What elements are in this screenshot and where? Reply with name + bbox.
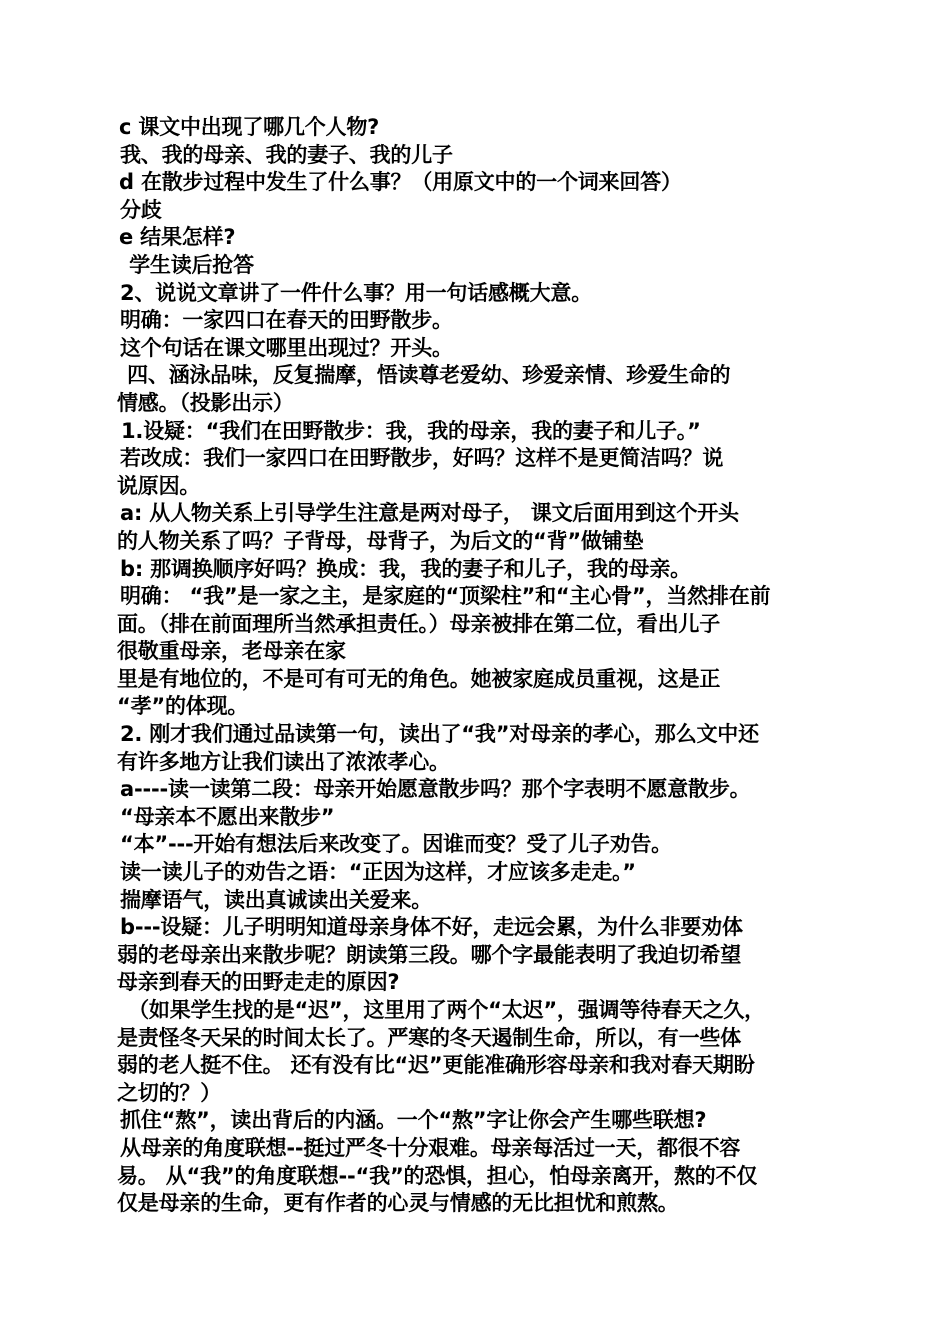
text-line: （如果学生找的是“迟”，这里用了两个“太迟”，强调等待春天之久， [121, 998, 765, 1022]
text-line: c 课文中出现了哪几个人物? [119, 115, 380, 139]
text-line: 学生读后抢答 [122, 252, 254, 277]
text-line: 1.设疑：“我们在田野散步：我，我的母亲，我的妻子和儿子。” [121, 418, 701, 443]
text-line: 2、说说文章讲了一件什么事？用一句话感概大意。 [120, 280, 593, 305]
text-line: b---设疑：儿子明明知道母亲身体不好，走远会累，为什么非要劝体 [120, 915, 743, 940]
text-line: 2. 刚才我们通过品读第一句，读出了“我”对母亲的孝心，那么文中还 [120, 722, 759, 747]
text-line: 的人物关系了吗？子背母，母背子，为后文的“背”做铺垫 [117, 528, 644, 553]
text-line: 若改成：我们一家四口在田野散步，好吗？这样不是更简洁吗？说 [120, 446, 724, 471]
text-line: 弱的老人挺不住。 还有没有比“迟”更能准确形容母亲和我对春天期盼 [117, 1053, 755, 1078]
text-line: 母亲到春天的田野走走的原因? [117, 970, 400, 995]
text-line: 揣摩语气，读出真诚读出关爱来。 [120, 887, 432, 912]
text-line: 里是有地位的，不是可有可无的角色。她被家庭成员重视，这是正 [117, 666, 721, 691]
text-line: 从母亲的角度联想--挺过严冬十分艰难。母亲每活过一天，都很不容 [120, 1135, 741, 1160]
text-line: 读一读儿子的劝告之语：“正因为这样，才应该多走走。” [120, 860, 636, 885]
text-line: 明确： “我”是一家之主，是家庭的“顶梁柱”和“主心骨”，当然排在前 [120, 584, 771, 609]
text-line: a----读一读第二段：母亲开始愿意散步吗？那个字表明不愿意散步。 [120, 777, 751, 802]
text-line: 我、我的母亲、我的妻子、我的儿子 [120, 142, 453, 167]
text-line: “孝”的体现。 [117, 694, 249, 719]
text-line: 这个句话在课文哪里出现过？开头。 [120, 335, 453, 360]
text-line: d 在散步过程中发生了什么事？（用原文中的一个词来回答） [119, 170, 682, 195]
text-line: 易。 从“我”的角度联想--“我”的恐惧，担心，怕母亲离开，熬的不仅 [117, 1163, 758, 1188]
text-line: b: 那调换顺序好吗？换成：我，我的妻子和儿子，我的母亲。 [120, 556, 691, 581]
text-line: 四、涵泳品味，反复揣摩，悟读尊老爱幼、珍爱亲情、珍爱生命的 [120, 363, 731, 388]
text-line: 仅是母亲的生命，更有作者的心灵与情感的无比担忧和煎熬。 [117, 1191, 679, 1216]
text-line: 是责怪冬天呆的时间太长了。严寒的冬天遏制生命，所以，有一些体 [117, 1025, 741, 1050]
text-line: a: 从人物关系上引导学生注意是两对母子， 课文后面用到这个开头 [120, 501, 739, 526]
text-line: “本”---开始有想法后来改变了。因谁而变？受了儿子劝告。 [120, 832, 672, 857]
text-line: 有许多地方让我们读出了浓浓孝心。 [117, 749, 450, 774]
text-line: e 结果怎样? [119, 225, 236, 250]
document-body [117, 114, 842, 1218]
text-line: 抓住“熬”，读出背后的内涵。一个“熬”字让你会产生哪些联想? [120, 1108, 707, 1133]
text-line: “母亲本不愿出来散步” [120, 804, 335, 829]
text-line: 情感。（投影出示） [117, 390, 294, 415]
text-line: 说原因。 [117, 473, 201, 498]
text-line: 明确：一家四口在春天的田野散步。 [120, 308, 453, 333]
text-line: 分歧 [120, 197, 162, 222]
text-line: 弱的老母亲出来散步呢？朗读第三段。哪个字最能表明了我迫切希望 [117, 942, 741, 967]
text-line: 很敬重母亲，老母亲在家 [117, 639, 346, 664]
text-line: 面。（排在前面理所当然承担责任。）母亲被排在第二位，看出儿子 [117, 611, 720, 636]
text-line: 之切的？） [117, 1080, 221, 1105]
